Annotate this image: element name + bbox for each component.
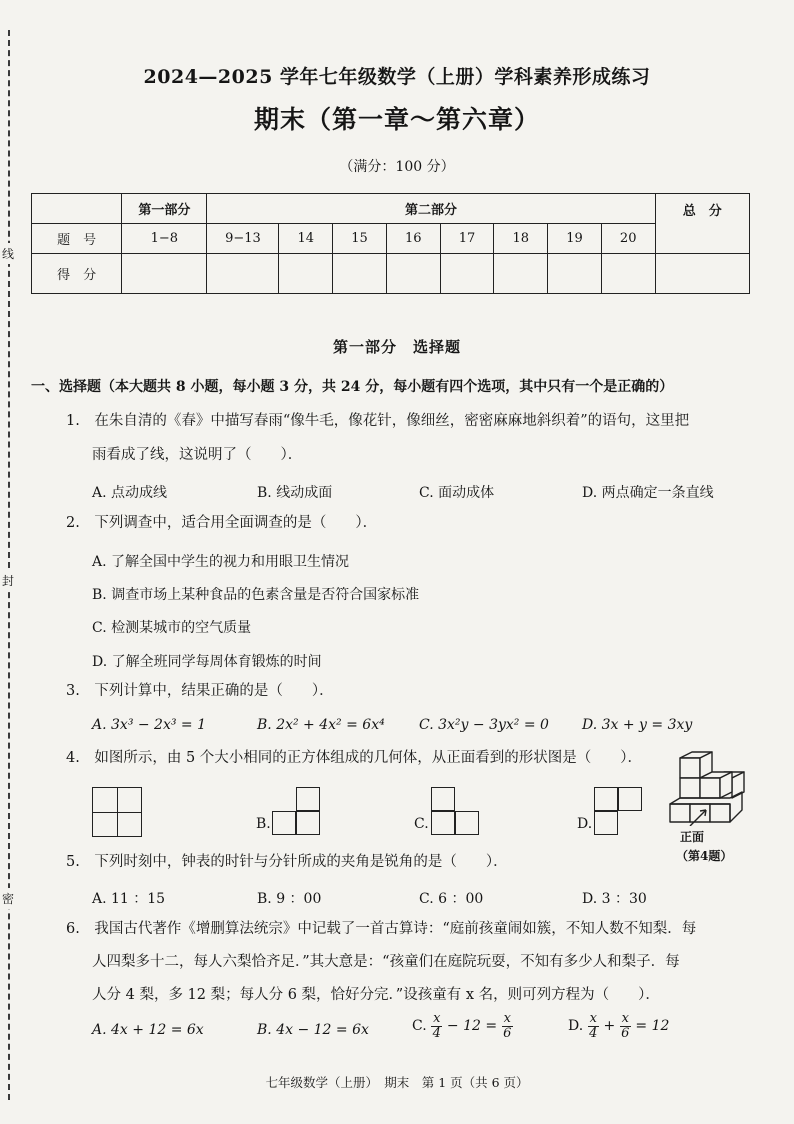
score-cell[interactable] <box>440 254 494 294</box>
score-cell[interactable] <box>601 254 655 294</box>
question-number-row <box>32 224 750 254</box>
q5-option-b[interactable]: B. 9 ：00 <box>257 891 322 907</box>
q1-option-d[interactable]: D. 两点确定一条直线 <box>582 485 714 501</box>
binding-char-top: 线 <box>2 243 14 264</box>
range-cell: 1−8 <box>122 224 207 254</box>
q6-stem-line1: 6. 我国古代著作《增删算法统宗》中记载了一首古算诗：“庭前孩童闹如簇，不知人数不知梨．每 <box>66 921 697 937</box>
q4-front-label: 正面 <box>680 830 705 844</box>
score-cell[interactable] <box>494 254 548 294</box>
range-cell: 14 <box>279 224 333 254</box>
q6-option-c-letter: C. <box>412 1018 427 1035</box>
exam-title: 2024—2025 学年七年级数学（上册）学科素养形成练习 <box>143 66 651 88</box>
q4-stem: 4. 如图所示，由 5 个大小相同的正方体组成的几何体，从正面看到的形状图是（ ）． <box>66 750 643 766</box>
total-score-cell[interactable] <box>655 254 749 294</box>
score-cell[interactable] <box>122 254 207 294</box>
range-cell: 16 <box>386 224 440 254</box>
q1-option-b[interactable]: B. 线动成面 <box>257 485 333 501</box>
q2-option-a[interactable]: A. 了解全国中学生的视力和用眼卫生情况 <box>92 554 350 570</box>
score-cell[interactable] <box>279 254 333 294</box>
q4-option-d-figure[interactable] <box>594 787 644 837</box>
question-row-label: 题 号 <box>32 224 122 254</box>
q6-stem-line2: 人四梨多十二，每人六梨恰齐足．”其大意是：“孩童们在庭院玩耍，不知有多少人和梨子．每 <box>92 954 680 970</box>
page-footer: 七年级数学（上册） 期末 第 1 页（共 6 页） <box>265 1075 529 1090</box>
q4-option-b-figure[interactable] <box>272 787 322 837</box>
score-cell[interactable] <box>207 254 279 294</box>
score-cell[interactable] <box>386 254 440 294</box>
q4-option-b-label: B. <box>256 816 271 832</box>
section-title: 第一部分 选择题 <box>332 338 461 356</box>
range-cell: 15 <box>333 224 387 254</box>
q6-option-d[interactable] <box>568 1012 669 1040</box>
q6-option-b[interactable]: B. 4x − 12 = 6x <box>257 1022 369 1038</box>
range-cell: 20 <box>601 224 655 254</box>
range-cell: 17 <box>440 224 494 254</box>
binding-dashed-line <box>8 30 10 1100</box>
q6-option-c-frac1: $\frac{x}{4}$ <box>432 1011 441 1041</box>
q5-option-d[interactable]: D. 3 ：30 <box>582 891 647 907</box>
q5-stem: 5. 下列时刻中，钟表的时针与分针所成的夹角是锐角的是（ ）． <box>66 854 508 870</box>
q6-option-d-frac1: $\frac{x}{4}$ <box>589 1011 598 1041</box>
binding-char-middle: 封 <box>2 570 14 591</box>
q6-option-d-frac2: $\frac{x}{6}$ <box>621 1011 630 1041</box>
q3-option-a[interactable]: A. 3x³ − 2x³ = 1 <box>92 717 207 733</box>
q5-option-c[interactable]: C. 6 ：00 <box>419 891 484 907</box>
q4-option-c-label: C. <box>414 816 429 832</box>
q4-figure-caption: （第4题） <box>676 849 733 863</box>
score-row-label: 得 分 <box>32 254 122 294</box>
q2-option-d[interactable]: D. 了解全班同学每周体育锻炼的时间 <box>92 654 322 670</box>
exam-subtitle: 期末（第一章～第六章） <box>253 105 540 134</box>
q6-option-d-middle: + <box>603 1018 616 1035</box>
q5-option-a[interactable]: A. 11 ：15 <box>92 891 166 907</box>
q3-option-c[interactable]: C. 3x²y − 3yx² = 0 <box>419 717 549 733</box>
q1-option-a[interactable]: A. 点动成线 <box>92 485 168 501</box>
table-corner-cell <box>32 194 122 224</box>
q6-option-d-tail: = 12 <box>635 1018 670 1035</box>
binding-char-bottom: 密 <box>2 888 14 909</box>
q6-stem-line3: 人分 4 梨，多 12 梨；每人分 6 梨，恰好分完．”设孩童有 x 名，则可列方程为（ ）． <box>92 987 660 1003</box>
q2-stem: 2. 下列调查中，适合用全面调查的是（ ）． <box>66 515 378 531</box>
range-cell: 18 <box>494 224 548 254</box>
q3-option-d[interactable]: D. 3x + y = 3xy <box>582 717 693 733</box>
score-row <box>32 254 750 294</box>
score-cell[interactable] <box>548 254 602 294</box>
range-cell: 19 <box>548 224 602 254</box>
q6-option-d-letter: D. <box>568 1018 584 1035</box>
score-table <box>31 193 750 294</box>
q1-stem-line2: 雨看成了线，这说明了（ ）． <box>92 447 303 463</box>
q4-option-c-figure[interactable] <box>431 787 481 837</box>
q6-option-c[interactable] <box>412 1012 513 1040</box>
part1-header: 第一部分 <box>122 194 207 224</box>
q3-option-b[interactable]: B. 2x² + 4x² = 6x⁴ <box>257 717 385 733</box>
q6-option-c-frac2: $\frac{x}{6}$ <box>503 1011 512 1041</box>
q4-cube-figure <box>668 744 748 826</box>
q4-option-a-figure[interactable] <box>92 787 142 837</box>
range-cell: 9−13 <box>207 224 279 254</box>
q1-stem-line1: 1. 在朱自清的《春》中描写春雨“像牛毛，像花针，像细丝，密密麻麻地斜织着”的语句，这里把 <box>66 413 690 429</box>
section-instructions: 一、选择题（本大题共 8 小题，每小题 3 分，共 24 分，每小题有四个选项，其中只有一个是正确的） <box>31 379 674 395</box>
part2-header: 第二部分 <box>207 194 655 224</box>
q6-option-a[interactable]: A. 4x + 12 = 6x <box>92 1022 204 1038</box>
q1-option-c[interactable]: C. 面动成体 <box>419 485 495 501</box>
score-cell[interactable] <box>333 254 387 294</box>
total-header: 总 分 <box>655 194 749 254</box>
q2-option-c[interactable]: C. 检测某城市的空气质量 <box>92 620 252 636</box>
full-score-note: （满分：100 分） <box>339 159 455 175</box>
q6-option-c-middle: − 12 = <box>446 1018 498 1035</box>
q4-option-d-label: D. <box>577 816 593 832</box>
q3-stem: 3. 下列计算中，结果正确的是（ ）． <box>66 683 334 699</box>
q2-option-b[interactable]: B. 调查市场上某种食品的色素含量是否符合国家标准 <box>92 587 420 603</box>
